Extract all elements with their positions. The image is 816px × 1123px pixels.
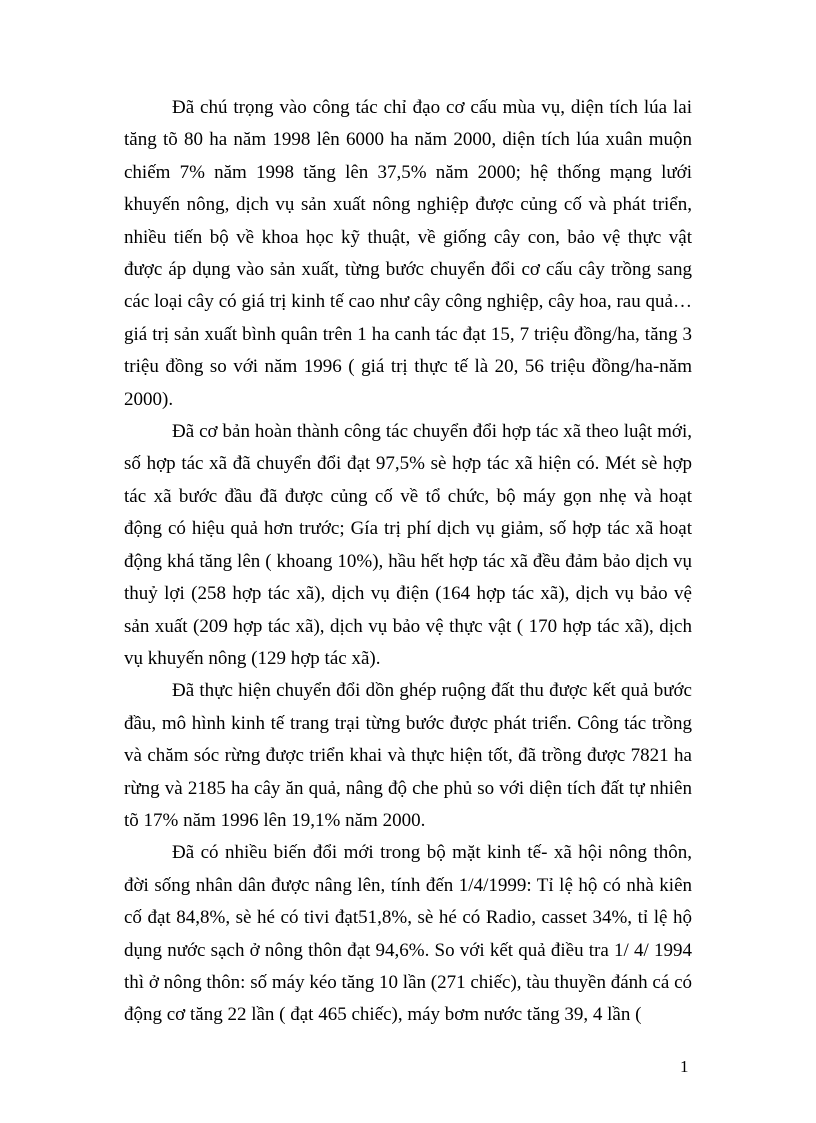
paragraph-cooperatives: Đã cơ bản hoàn thành công tác chuyển đổi hợp tác xã theo luật mới, số hợp tác xã đã chuyển đổi đạt 97,5% sè hợp tác xã hiện có. Mét sè hợp tác xã bước đầu đã được củng cố về tổ chức, bộ máy gọn nhẹ và hoạt động có hiệu quả hơn trước; Gía trị phí dịch vụ giảm, số hợp tác xã hoạt động khá tăng lên ( khoang 10%), hầu hết hợp tác xã đều đảm bảo dịch vụ thuỷ lợi (258 hợp tác xã), dịch vụ điện (164 hợp tác xã), dịch vụ bảo vệ sản xuất (209 hợp tác xã), dịch vụ bảo vệ thực vật ( 170 hợp tác xã), dịch vụ khuyến nông (129 hợp tác xã). <box>124 421 692 669</box>
paragraph-crop-structure: Đã chú trọng vào công tác chỉ đạo cơ cấu mùa vụ, diện tích lúa lai tăng tõ 80 ha năm 1998 lên 6000 ha năm 2000, diện tích lúa xuân muộn chiếm 7% năm 1998 tăng lên 37,5% năm 2000; hệ thống mạng lưới khuyến nông, dịch vụ sản xuất nông nghiệp được củng cố và phát triển, nhiều tiến bộ về khoa học kỹ thuật, về giống cây con, bảo vệ thực vật được áp dụng vào sản xuất, từng bước chuyển đổi cơ cấu cây trồng sang các loại cây có giá trị kinh tế cao như cây công nghiệp, cây hoa, rau quả…giá trị sản xuất bình quân trên 1 ha canh tác đạt 15, 7 triệu đồng/ha, tăng 3 triệu đồng so với năm 1996 ( giá trị thực tế là 20, 56 triệu đồng/ha-năm 2000). <box>124 97 692 410</box>
page-number: 1 <box>680 1057 689 1076</box>
body-text <box>124 92 692 1032</box>
paragraph-rural-life: Đã có nhiều biến đổi mới trong bộ mặt kinh tế- xã hội nông thôn, đời sống nhân dân được nâng lên, tính đến 1/4/1999: Tỉ lệ hộ có nhà kiên cố đạt 84,8%, sè hé có tivi đạt51,8%, sè hé có Radio, casset 34%, tỉ lệ hộ dụng nước sạch ở nông thôn đạt 94,6%. So với kết quả điều tra 1/ 4/ 1994 thì ở nông thôn: số máy kéo tăng 10 lần (271 chiếc), tàu thuyền đánh cá có động cơ tăng 22 lần ( đạt 465 chiếc), máy bơm nước tăng 39, 4 lần ( <box>124 842 692 1026</box>
paragraph-land-forestry: Đã thực hiện chuyển đổi dồn ghép ruộng đất thu được kết quả bước đầu, mô hình kinh tế trang trại từng bước được phát triển. Công tác trồng và chăm sóc rừng được triển khai và thực hiện tốt, đã trồng được 7821 ha rừng và 2185 ha cây ăn quả, nâng độ che phủ so với diện tích đất tự nhiên tõ 17% năm 1996 lên 19,1% năm 2000. <box>124 680 692 831</box>
